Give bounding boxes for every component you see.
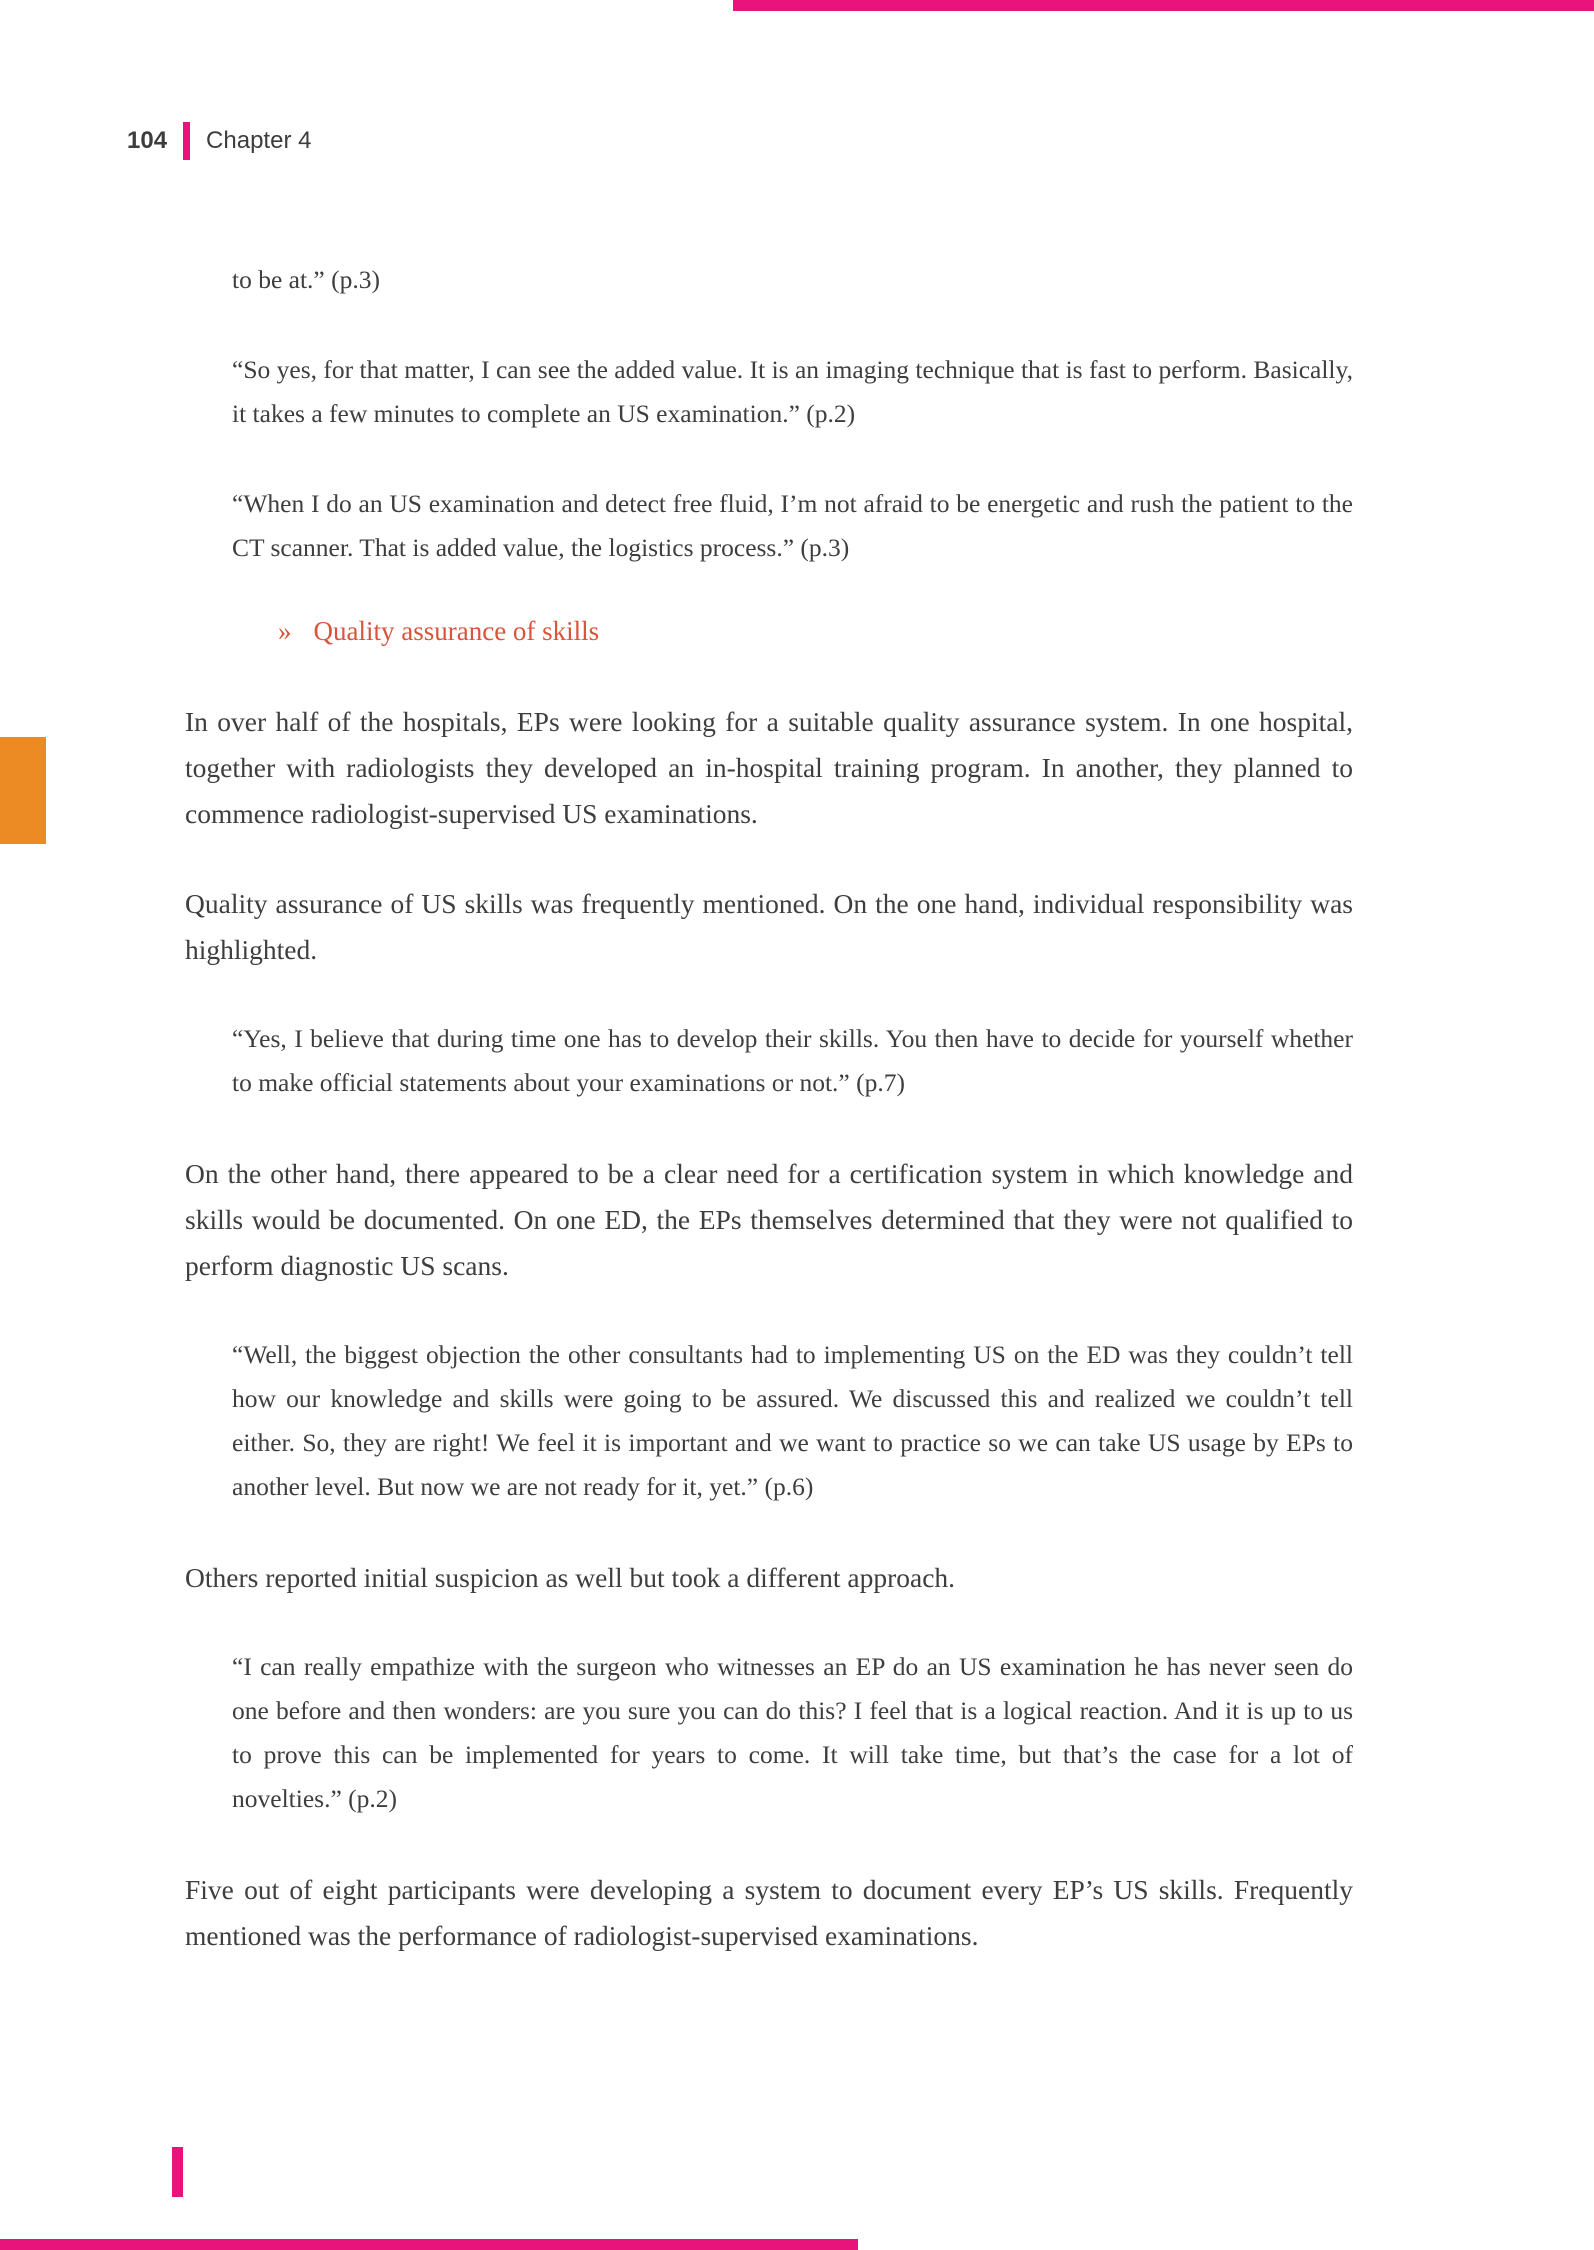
quote-block-4: “Well, the biggest objection the other consultants had to implementing US on the ED was they couldn’t tell how our knowledge and skills were going to be assured. We discussed this and realized we couldn’t tell either. So, they are right! We feel it is important and we want to practice so we can take US usage by EPs to another level. But now we are not ready for it, yet.” (p.6) <box>232 1340 1353 1501</box>
running-header <box>127 122 311 160</box>
body-paragraph-3: On the other hand, there appeared to be a clear need for a certification system in which knowledge and skills would be documented. On one ED, the EPs themselves determined that they were not qualified to perform diagnostic US scans. <box>185 1158 1353 1281</box>
body-paragraph-2: Quality assurance of US skills was frequently mentioned. On the one hand, individual responsibility was highlighted. <box>185 888 1353 965</box>
header-divider-bar <box>183 122 190 160</box>
heading-bullet-icon: » <box>278 616 292 646</box>
quote-block-2: “When I do an US examination and detect free fluid, I’m not afraid to be energetic and rush the patient to the CT scanner. That is added value, the logistics process.” (p.3) <box>232 489 1353 562</box>
quote-block-1: “So yes, for that matter, I can see the added value. It is an imaging technique that is fast to perform. Basically, it takes a few minutes to complete an US examination.” (p.2) <box>232 355 1353 428</box>
chapter-label: Chapter 4 <box>206 127 312 154</box>
top-edge-accent-bar <box>733 0 1594 11</box>
page-number: 104 <box>127 127 168 154</box>
quote-continuation: to be at.” (p.3) <box>232 265 380 294</box>
bottom-edge-accent-bar <box>0 2239 858 2250</box>
body-paragraph-4: Others reported initial suspicion as well but took a different approach. <box>185 1562 956 1593</box>
section-heading <box>278 616 1353 647</box>
body-paragraph-5: Five out of eight participants were developing a system to document every EP’s US skills. Frequently mentioned was the performance of radiologist-supervised examinations. <box>185 1874 1353 1951</box>
footer-accent-bar <box>172 2147 183 2197</box>
chapter-side-tab-marker <box>0 737 46 844</box>
body-paragraph-1: In over half of the hospitals, EPs were looking for a suitable quality assurance system. In one hospital, together with radiologists they developed an in-hospital training program. In another, they planned to commence radiologist-supervised US examinations. <box>185 706 1353 829</box>
section-heading-label: Quality assurance of skills <box>313 616 600 646</box>
quote-block-3: “Yes, I believe that during time one has to develop their skills. You then have to decide for yourself whether to make official statements about your examinations or not.” (p.7) <box>232 1024 1353 1097</box>
text-column <box>185 258 1353 2003</box>
quote-block-5: “I can really empathize with the surgeon who witnesses an EP do an US examination he has never seen do one before and then wonders: are you sure you can do this? I feel that is a logical reaction. And it is up to us to prove this can be implemented for years to come. It will take time, but that’s the case for a lot of novelties.” (p.2) <box>232 1652 1353 1813</box>
